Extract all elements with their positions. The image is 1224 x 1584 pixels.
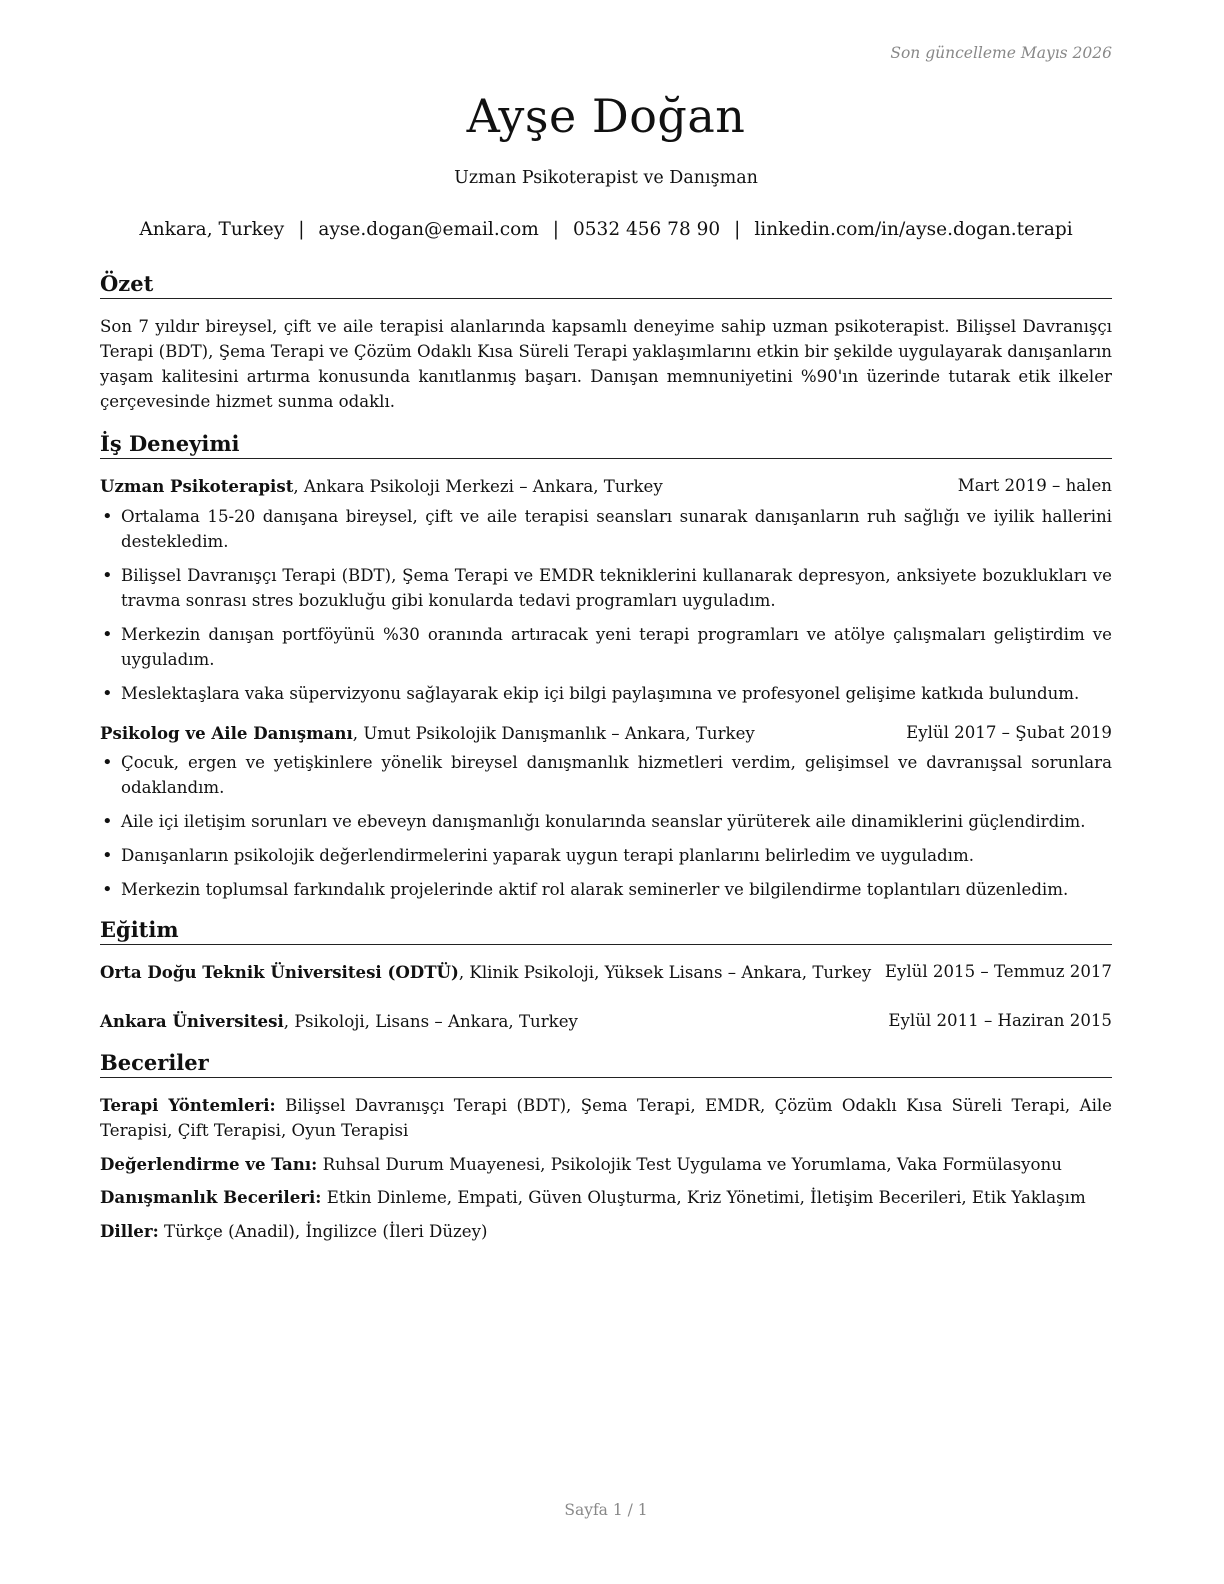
contact-location: Ankara, Turkey xyxy=(139,219,285,240)
last-updated-note: Son güncelleme Mayıs 2026 xyxy=(890,44,1112,62)
contact-separator: | xyxy=(734,219,741,240)
section-heading-skills: Beceriler xyxy=(100,1051,1112,1078)
education-dates: Eylül 2011 – Haziran 2015 xyxy=(888,1011,1112,1030)
job-bullet: • Meslektaşlara vaka süpervizyonu sağlayarak ekip içi bilgi paylaşımına ve profesyonel gelişime katkıda bulundum. xyxy=(100,681,1112,706)
section-heading-experience: İş Deneyimi xyxy=(100,432,1112,459)
contact-phone: 0532 456 78 90 xyxy=(573,219,721,240)
contact-separator: | xyxy=(552,219,560,240)
skill-row xyxy=(100,1152,1112,1177)
job-bullet-list xyxy=(100,750,1112,911)
skill-value: Türkçe (Anadil), İngilizce (İleri Düzey) xyxy=(164,1222,488,1241)
resume-page xyxy=(100,0,1112,1584)
skill-row xyxy=(100,1093,1112,1143)
education-detail: , Klinik Psikoloji, Yüksek Lisans – Ankara, Turkey xyxy=(458,963,872,982)
job-role: Psikolog ve Aile Danışmanı xyxy=(100,723,353,743)
education-detail: , Psikoloji, Lisans – Ankara, Turkey xyxy=(283,1012,578,1031)
job-bullet: • Merkezin toplumsal farkındalık projelerinde aktif rol alarak seminerler ve bilgilendirme toplantıları düzenledim. xyxy=(100,877,1112,902)
skill-row xyxy=(100,1185,1112,1210)
summary-text: Son 7 yıldır bireysel, çift ve aile terapisi alanlarında kapsamlı deneyime sahip uzman psikoterapist. Bilişsel Davranışçı Terapi (BDT), Şema Terapi ve Çözüm Odaklı Kısa Süreli Terapi yaklaşımlarını etkin bir şekilde uygulayarak danışanların yaşam kalitesini artırma konusunda kanıtlanmış başarı. Danışan memnuniyetini %90'ın üzerinde tutarak etik ilkeler çerçevesinde hizmet sunma odaklı. xyxy=(100,317,1112,411)
education-school: Orta Doğu Teknik Üniversitesi (ODTÜ) xyxy=(100,962,459,982)
contact-line xyxy=(100,219,1112,240)
job-dates: Eylül 2017 – Şubat 2019 xyxy=(906,723,1112,742)
candidate-name: Ayşe Doğan xyxy=(466,89,746,143)
education-dates: Eylül 2015 – Temmuz 2017 xyxy=(884,962,1112,981)
skill-label: Diller: xyxy=(100,1221,159,1241)
contact-linkedin[interactable]: linkedin.com/in/ayse.dogan.terapi xyxy=(754,219,1073,240)
skill-value: Bilişsel Davranışçı Terapi (BDT), Şema Terapi, EMDR, Çözüm Odaklı Kısa Süreli Terapi, Aile Terapisi, Çift Terapisi, Oyun Terapisi xyxy=(100,1096,1113,1140)
candidate-title: Uzman Psikoterapist ve Danışman xyxy=(454,168,758,188)
job-bullet: • Aile içi iletişim sorunları ve ebeveyn danışmanlığı konularında seanslar yürüterek aile dinamiklerini güçlendirdim. xyxy=(100,809,1112,834)
job-organization: , Ankara Psikoloji Merkezi – Ankara, Turkey xyxy=(293,477,663,496)
job-bullet-list xyxy=(100,504,1112,715)
contact-separator: | xyxy=(298,219,305,240)
page-number: Sayfa 1 / 1 xyxy=(564,1501,648,1519)
skill-value: Ruhsal Durum Muayenesi, Psikolojik Test Uygulama ve Yorumlama, Vaka Formülasyonu xyxy=(322,1155,1062,1174)
job-role: Uzman Psikoterapist xyxy=(100,476,294,496)
contact-email[interactable]: ayse.dogan@email.com xyxy=(318,219,539,240)
education-school: Ankara Üniversitesi xyxy=(100,1011,284,1031)
job-organization: , Umut Psikolojik Danışmanlık – Ankara, Turkey xyxy=(352,724,755,743)
skill-row xyxy=(100,1219,1112,1244)
job-bullet: • Danışanların psikolojik değerlendirmelerini yaparak uygun terapi planlarını belirledim ve uyguladım. xyxy=(100,843,1112,868)
job-bullet: • Bilişsel Davranışçı Terapi (BDT), Şema Terapi ve EMDR tekniklerini kullanarak depresyon, anksiyete bozuklukları ve travma sonrası stres bozukluğu gibi konularda tedavi programları uyguladım. xyxy=(100,563,1112,613)
section-heading-education: Eğitim xyxy=(100,918,1112,945)
section-heading-summary: Özet xyxy=(100,272,1112,299)
job-dates: Mart 2019 – halen xyxy=(957,476,1112,495)
skill-label: Danışmanlık Becerileri: xyxy=(100,1187,322,1207)
job-bullet: • Çocuk, ergen ve yetişkinlere yönelik bireysel danışmanlık hizmetleri verdim, gelişimsel ve davranışsal sorunlara odaklandım. xyxy=(100,750,1112,800)
skill-value: Etkin Dinleme, Empati, Güven Oluşturma, Kriz Yönetimi, İletişim Becerileri, Etik Yaklaşım xyxy=(326,1188,1086,1207)
skill-label: Değerlendirme ve Tanı: xyxy=(100,1154,318,1174)
job-bullet: • Merkezin danışan portföyünü %30 oranında artıracak yeni terapi programları ve atölye çalışmaları geliştirdim ve uyguladım. xyxy=(100,622,1112,672)
job-bullet: • Ortalama 15-20 danışana bireysel, çift ve aile terapisi seansları sunarak danışanların ruh sağlığı ve iyilik hallerini destekledim. xyxy=(100,504,1112,554)
skill-label: Terapi Yöntemleri: xyxy=(100,1095,276,1115)
